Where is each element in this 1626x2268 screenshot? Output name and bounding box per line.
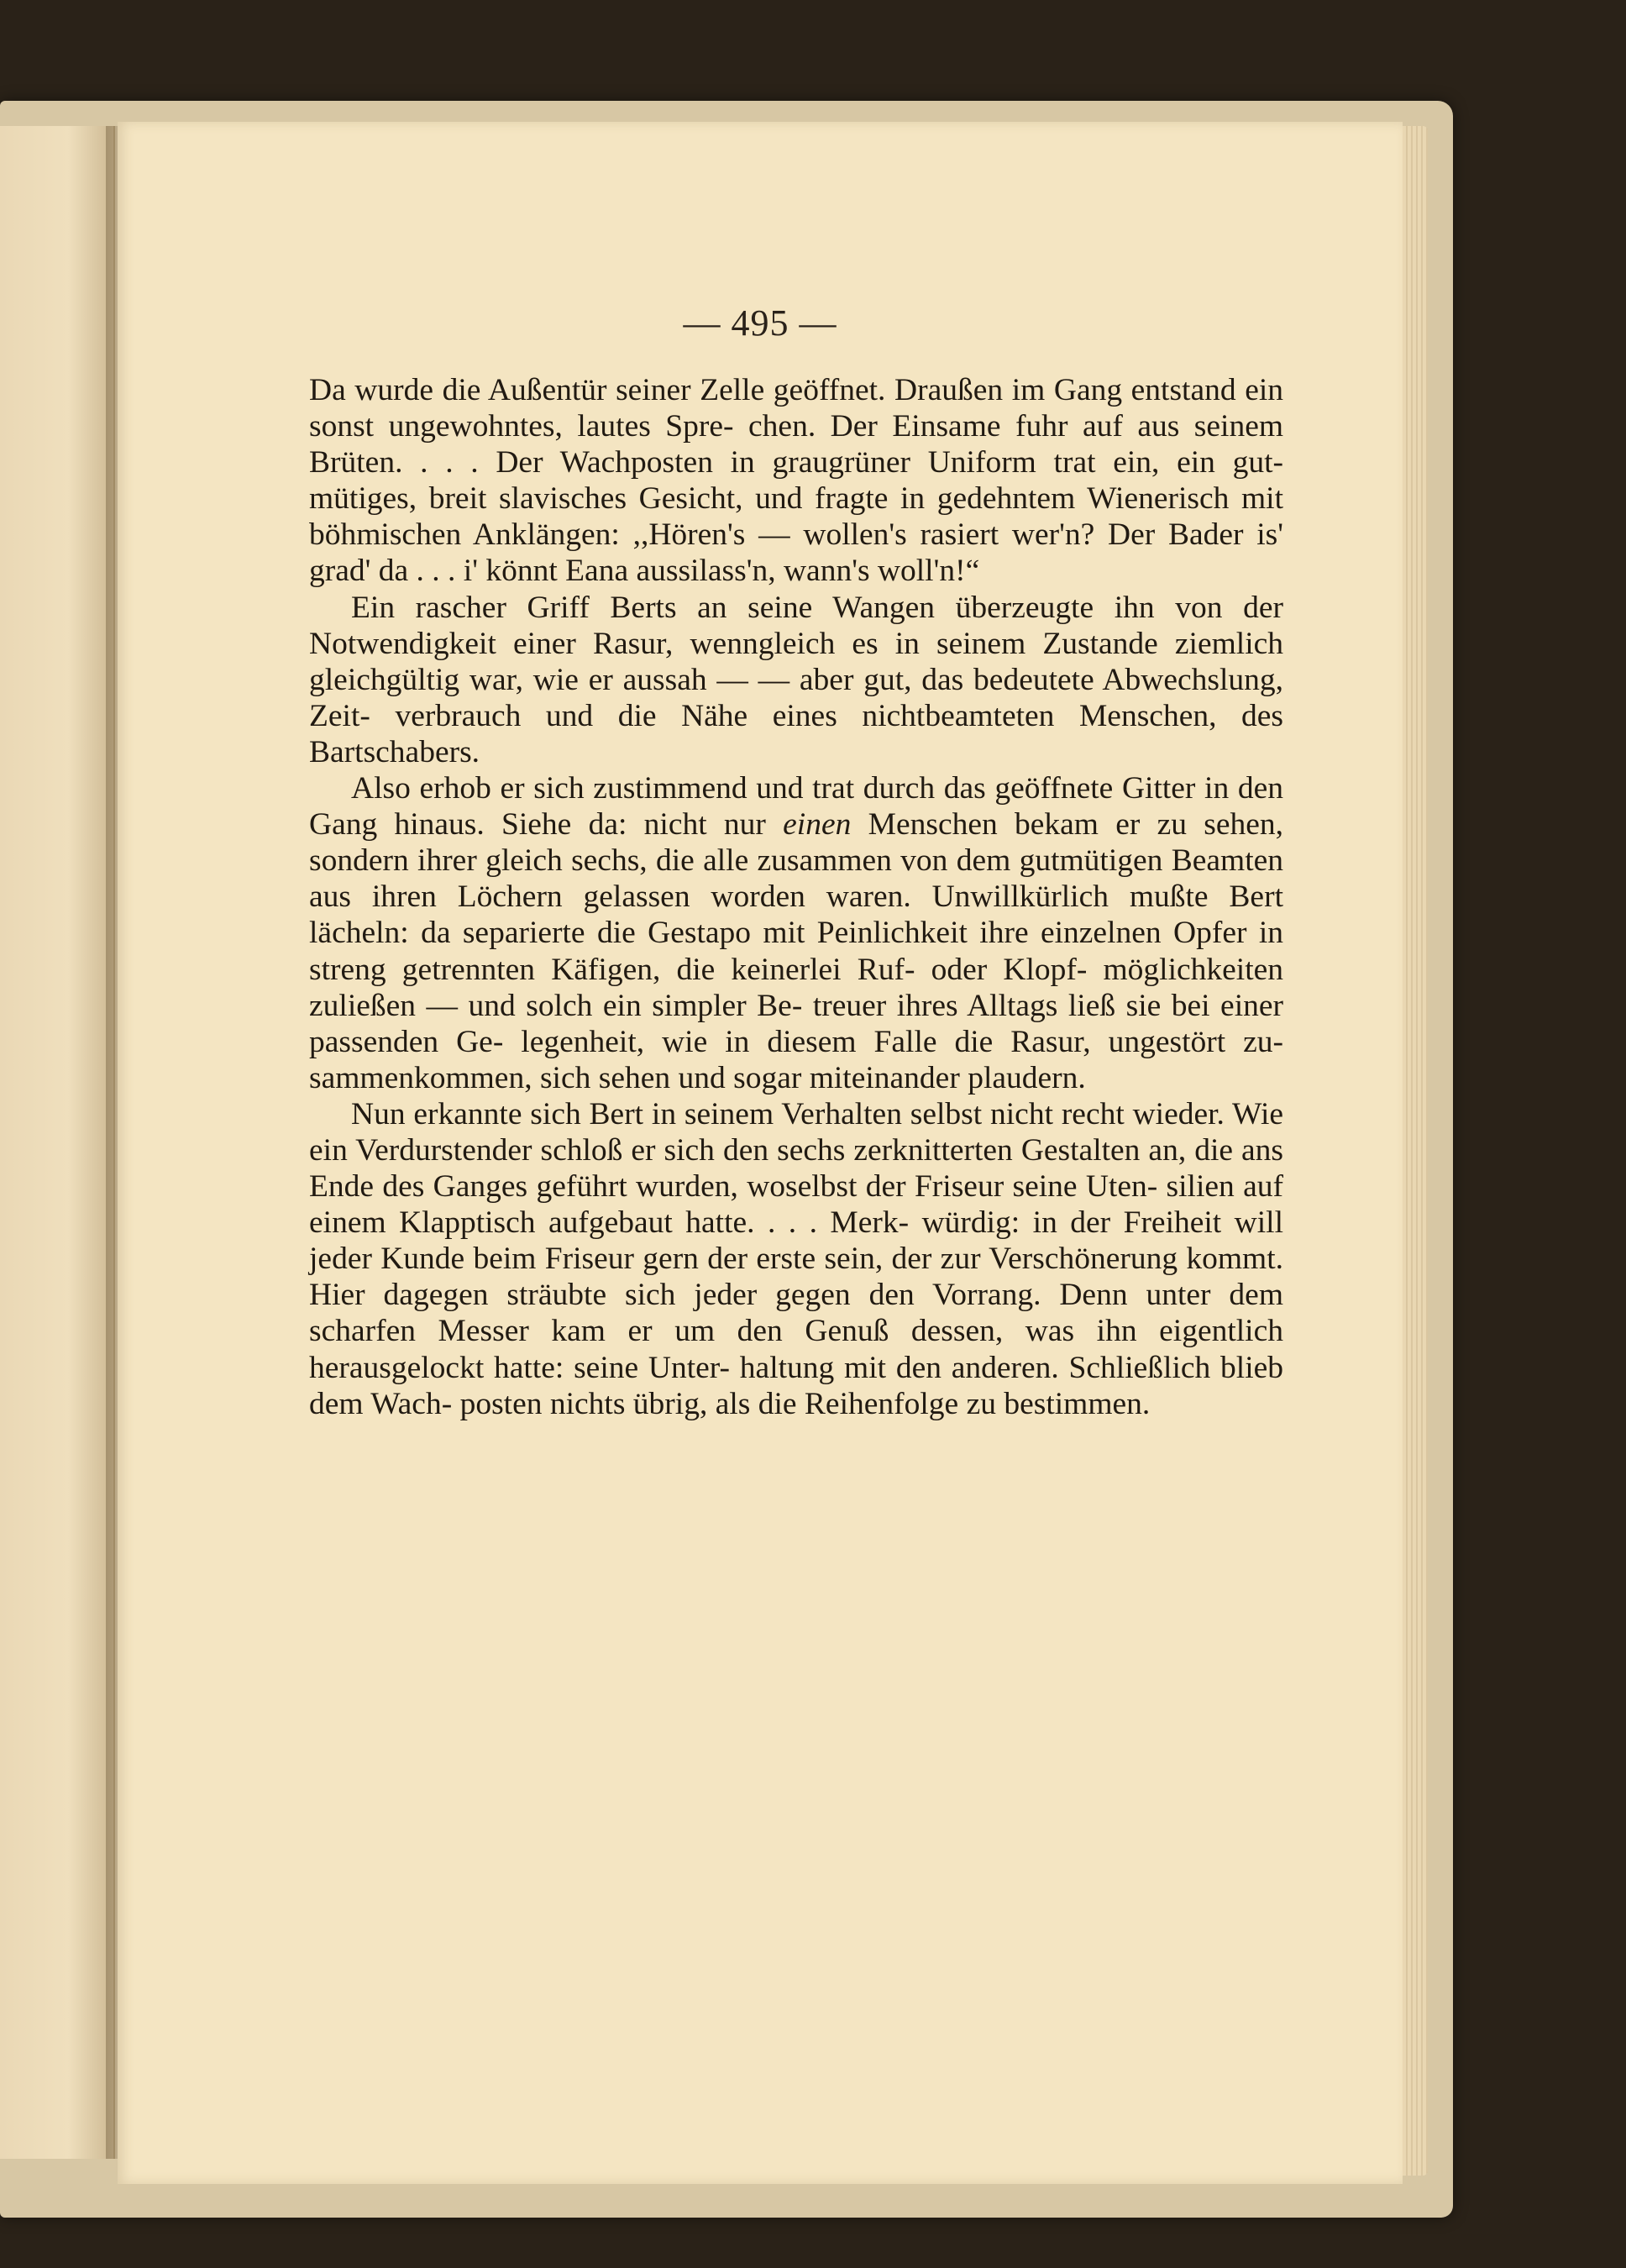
text-line: möglichkeiten zuließen — und solch ein simpler Be-: [309, 952, 1284, 1023]
paragraph-2: [309, 590, 1283, 770]
text-line: chen. Der Einsame fuhr auf aus seinem Brüten. . . . Der: [309, 409, 1284, 480]
text-line: Gestapo mit Peinlichkeit ihre einzelnen Opfer in streng: [309, 916, 1283, 987]
book-page: [118, 122, 1403, 2184]
paragraph-4: [309, 1096, 1283, 1422]
text-line: im Gang entstand ein sonst ungewohntes, lautes Spre-: [309, 373, 1284, 444]
text-line: Wienerisch mit böhmischen Anklängen: ,,Hören's —: [309, 481, 1283, 553]
text-line: gleich sechs, die alle zusammen von dem gutmütigen: [485, 843, 1163, 879]
text-line: was ihn eigentlich herausgelockt hatte: seine Unter-: [309, 1314, 1283, 1385]
text-line: des Bartschabers.: [309, 698, 1284, 769]
text-line: Wachposten in graugrüner Uniform trat ein, ein gut-: [559, 445, 1284, 480]
text-line: getrennten Käfigen, die keinerlei Ruf- oder Klopf-: [401, 952, 1088, 987]
text-line: den sechs zerknitterten Gestalten an, die ans Ende des: [309, 1132, 1284, 1205]
text-line: legenheit, wie in diesem Falle die Rasur, ungestört zu-: [521, 1024, 1284, 1059]
text-line: Da wurde die Außentür seiner Zelle geöffnet. Draußen: [309, 373, 1004, 407]
text-line: unter dem scharfen Messer kam er um den Genuß dessen,: [309, 1278, 1283, 1349]
text-line: geöffnete Gitter in den Gang hinaus. Siehe da: nicht: [309, 771, 1283, 843]
text-line: posten nichts übrig, als die Reihenfolge zu bestimmen.: [459, 1386, 1151, 1421]
text-line: könnt Eana aussilass'n, wann's woll'n!“: [485, 554, 980, 589]
text-line: Nun erkannte sich Bert in seinem Verhalten selbst: [351, 1096, 983, 1131]
page-number: — 495 —: [683, 302, 837, 344]
paragraph-3: [309, 770, 1283, 1096]
text-line: Menschen bekam er zu sehen, sondern ihrer: [309, 807, 1283, 879]
text-line: Ganges geführt wurden, woselbst der Friseur seine Uten-: [433, 1169, 1158, 1205]
text-line: Beamten aus ihren Löchern gelassen worden waren.: [309, 843, 1284, 915]
text-line: in seinem Zustande ziemlich gleichgültig war, wie er: [309, 626, 1284, 697]
text-line: aussah — — aber gut, das bedeutete Abwechslung, Zeit-: [309, 662, 1284, 733]
text-line: silien auf einem Klapptisch aufgebaut hatte. . . . Merk-: [309, 1169, 1283, 1241]
text-line: Also erhob er sich zustimmend und trat durch das: [351, 771, 986, 806]
text-line: mütiges, breit slavisches Gesicht, und fragte in gedehntem: [309, 481, 1076, 517]
text-line: plaudern.: [968, 1060, 1086, 1095]
text-line: Unwillkürlich mußte Bert lächeln: da separierte die: [309, 879, 1283, 951]
text-line: wollen's rasiert wer'n? Der Bader is' grad' da . . . i': [309, 517, 1284, 589]
text-line: treuer ihres Alltags ließ sie bei einer passenden Ge-: [309, 988, 1284, 1059]
emphasized-word: einen: [783, 807, 852, 843]
text-line: würdig: in der Freiheit will jeder Kunde beim Friseur: [309, 1205, 1284, 1277]
text-line: gern der erste sein, der zur Verschönerung kommt. Hier: [309, 1242, 1284, 1313]
text-line: nicht recht wieder. Wie ein Verdurstender schloß er sich: [309, 1096, 1284, 1168]
text-line: nur: [723, 807, 784, 843]
paragraph-1: [309, 372, 1283, 590]
text-line: verbrauch und die Nähe eines nichtbeamteten Menschen,: [395, 698, 1217, 733]
text-line: dagegen sträubte sich jeder gegen den Vorrang. Denn: [383, 1278, 1128, 1313]
text-line: Ein rascher Griff Berts an seine Wangen überzeugte: [351, 590, 1094, 625]
text-line: haltung mit den anderen. Schließlich blieb dem Wach-: [309, 1350, 1284, 1421]
text-line: sammenkommen, sich sehen und sogar miteinander: [309, 1060, 960, 1095]
body-text: [309, 372, 1283, 1422]
text-line: ihn von der Notwendigkeit einer Rasur, wenngleich es: [309, 590, 1283, 661]
facing-page-edge: [0, 126, 115, 2159]
